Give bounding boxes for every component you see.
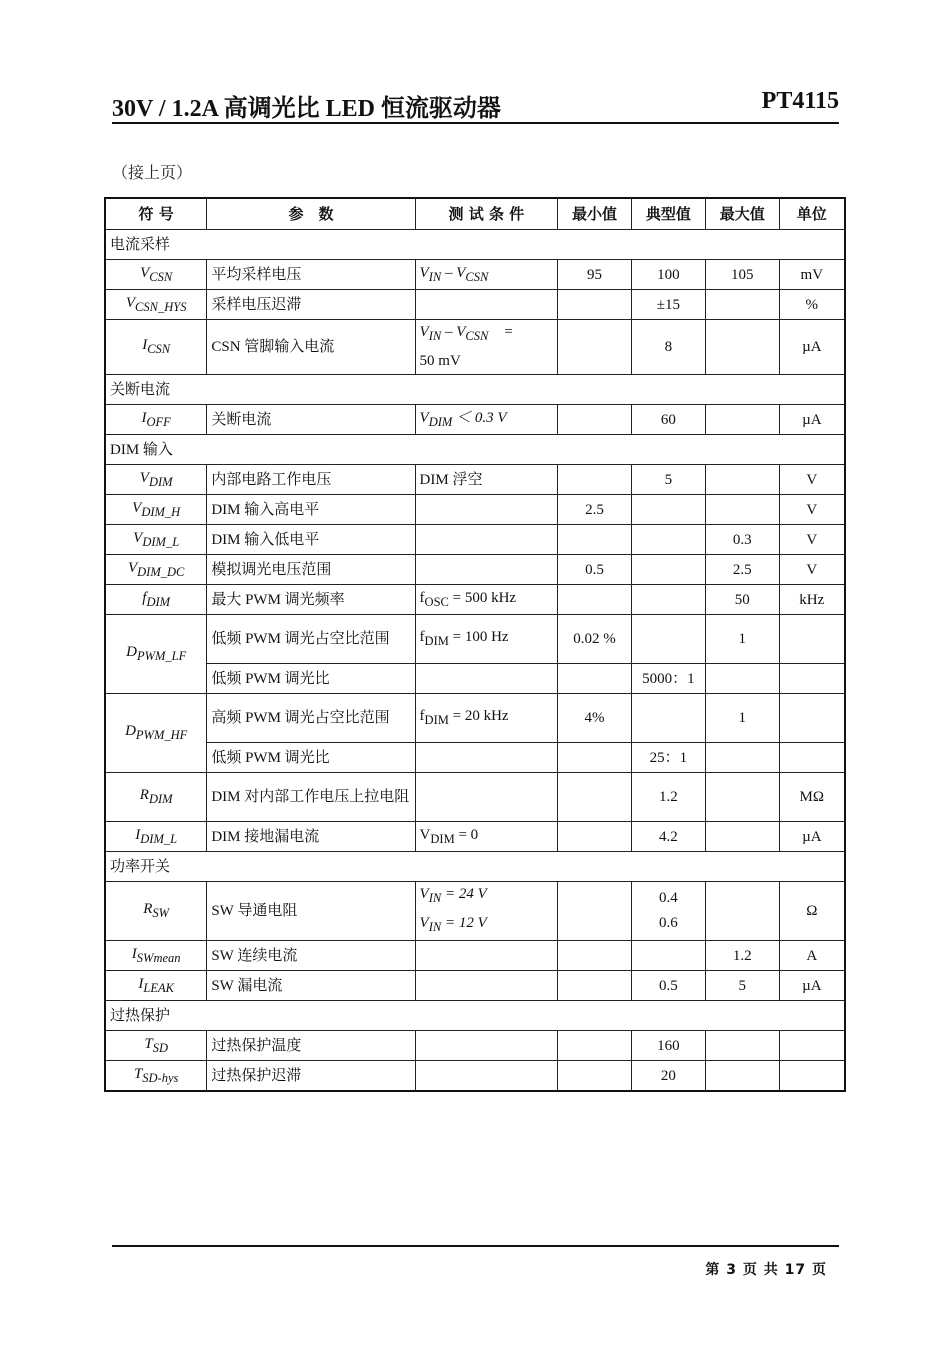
symbol-cell: $V_{DIM\_L}$ [105,525,207,555]
max-cell [705,664,779,694]
max-cell [705,882,779,941]
table-row [105,773,845,822]
max-cell: 1 [705,694,779,743]
header-max: 最大值 [705,198,779,230]
unit-cell [779,743,845,773]
unit-cell: V [779,465,845,495]
typ-cell: 1.2 [631,773,705,822]
condition-cell [415,290,558,320]
continued-note: （接上页） [112,165,193,182]
unit-cell: kHz [779,585,845,615]
typ-cell [631,585,705,615]
typ-cell: 5000：1 [631,664,705,694]
condition-cell [415,320,558,375]
section-title: 电流采样 [105,230,845,260]
condition-cell [415,971,558,1001]
unit-cell: Ω [779,882,845,941]
typ-cell [631,941,705,971]
parameter-cell: 低频 PWM 调光比 [207,743,415,773]
condition-cell [415,743,558,773]
page-number: 第 3 页 共 17 页 [705,1262,827,1278]
min-cell [558,320,632,375]
symbol-cell: $V_{CSN\_HYS}$ [105,290,207,320]
unit-cell: mV [779,260,845,290]
max-cell: 0.3 [705,525,779,555]
typ-cell: 100 [631,260,705,290]
section-row [105,1001,845,1031]
table-row [105,694,845,743]
max-cell: 1 [705,615,779,664]
min-cell [558,1031,632,1061]
condition-cell [415,495,558,525]
condition-cell: DIM 浮空 [415,465,558,495]
condition-cell: $V_{IN} - V_{CSN}$ [415,260,558,290]
parameter-cell: DIM 对内部工作电压上拉电阻 [207,773,415,822]
unit-cell [779,615,845,664]
parameter-cell: 平均采样电压 [207,260,415,290]
min-cell [558,743,632,773]
table-row [105,290,845,320]
parameter-cell: SW 漏电流 [207,971,415,1001]
parameter-cell: DIM 接地漏电流 [207,822,415,852]
header-typ: 典型值 [631,198,705,230]
unit-cell: V [779,525,845,555]
symbol-cell: $f_{DIM}$ [105,585,207,615]
header-unit: 单位 [779,198,845,230]
condition-line: $V_{IN} - V_{CSN}$ = [419,324,514,343]
symbol-cell: $R_{DIM}$ [105,773,207,822]
min-cell: 4% [558,694,632,743]
min-cell [558,465,632,495]
unit-cell: µA [779,405,845,435]
table-row [105,1031,845,1061]
parameter-cell: 过热保护迟滞 [207,1061,415,1092]
typ-cell: 25：1 [631,743,705,773]
section-row [105,375,845,405]
typ-cell: ±15 [631,290,705,320]
header-parameter: 参 数 [207,198,415,230]
condition-cell [415,882,558,941]
symbol-cell: $I_{LEAK}$ [105,971,207,1001]
typ-cell [631,694,705,743]
max-cell: 50 [705,585,779,615]
symbol-cell: $T_{SD-hys}$ [105,1061,207,1092]
typ-cell [631,882,705,941]
unit-cell [779,1031,845,1061]
table-row [105,941,845,971]
max-cell [705,822,779,852]
min-cell: 95 [558,260,632,290]
typ-line: 0.4 [659,890,678,906]
parameter-cell: DIM 输入高电平 [207,495,415,525]
condition-cell: $f_{DIM} = 20$ kHz [415,694,558,743]
section-title: 功率开关 [105,852,845,882]
table-row [105,882,845,941]
symbol-cell: $D_{PWM\_HF}$ [105,694,207,773]
symbol-cell: $V_{DIM}$ [105,465,207,495]
table-row [105,743,845,773]
min-cell [558,290,632,320]
table-row [105,525,845,555]
typ-cell: 8 [631,320,705,375]
header-symbol: 符 号 [105,198,207,230]
typ-cell [631,525,705,555]
condition-cell [415,773,558,822]
symbol-cell: $T_{SD}$ [105,1031,207,1061]
unit-cell: % [779,290,845,320]
max-cell: 105 [705,260,779,290]
typ-cell [631,555,705,585]
max-cell [705,495,779,525]
condition-cell: $V_{DIM} = 0$ [415,822,558,852]
table-row [105,260,845,290]
max-cell [705,1061,779,1092]
section-title: DIM 输入 [105,435,845,465]
max-cell [705,743,779,773]
table-row [105,555,845,585]
condition-cell: $V_{DIM} < 0.3$ V [415,405,558,435]
condition-cell [415,941,558,971]
unit-cell: MΩ [779,773,845,822]
condition-cell: $f_{DIM} = 100$ Hz [415,615,558,664]
unit-cell: V [779,495,845,525]
condition-cell: $f_{OSC} = 500$ kHz [415,585,558,615]
symbol-cell: $V_{CSN}$ [105,260,207,290]
min-cell [558,941,632,971]
table-row [105,822,845,852]
section-title: 关断电流 [105,375,845,405]
condition-line: $V_{IN} = 12$ V [419,915,487,934]
typ-cell: 160 [631,1031,705,1061]
max-cell [705,290,779,320]
min-cell: 2.5 [558,495,632,525]
condition-line: 50 mV [419,353,461,369]
min-cell: 0.5 [558,555,632,585]
parameter-cell: 采样电压迟滞 [207,290,415,320]
typ-cell: 5 [631,465,705,495]
condition-cell [415,664,558,694]
table-row [105,320,845,375]
symbol-cell: $I_{SWmean}$ [105,941,207,971]
table-row [105,465,845,495]
unit-cell [779,1061,845,1092]
symbol-cell: $V_{DIM\_H}$ [105,495,207,525]
max-cell [705,405,779,435]
header-condition: 测 试 条 件 [415,198,558,230]
typ-line: 0.6 [659,915,678,931]
max-cell [705,1031,779,1061]
header-min: 最小值 [558,198,632,230]
parameter-cell: 低频 PWM 调光占空比范围 [207,615,415,664]
symbol-cell: $I_{DIM\_L}$ [105,822,207,852]
section-title: 过热保护 [105,1001,845,1031]
symbol-cell: $I_{CSN}$ [105,320,207,375]
electrical-characteristics-table [104,197,846,1092]
parameter-cell: 最大 PWM 调光频率 [207,585,415,615]
min-cell [558,405,632,435]
parameter-cell: 高频 PWM 调光占空比范围 [207,694,415,743]
condition-cell [415,1031,558,1061]
table-row [105,971,845,1001]
table-row [105,495,845,525]
min-cell [558,525,632,555]
unit-cell: V [779,555,845,585]
table-row [105,664,845,694]
table-header-row [105,198,845,230]
min-cell [558,822,632,852]
symbol-cell: $R_{SW}$ [105,882,207,941]
min-cell [558,664,632,694]
unit-cell: µA [779,822,845,852]
parameter-cell: 低频 PWM 调光比 [207,664,415,694]
parameter-cell: SW 连续电流 [207,941,415,971]
symbol-cell: $D_{PWM\_LF}$ [105,615,207,694]
typ-cell: 20 [631,1061,705,1092]
condition-line: $V_{IN} = 24$ V [419,886,487,905]
max-cell: 2.5 [705,555,779,585]
parameter-cell: CSN 管脚输入电流 [207,320,415,375]
min-cell [558,1061,632,1092]
parameter-cell: 关断电流 [207,405,415,435]
condition-cell [415,1061,558,1092]
table-row [105,615,845,664]
parameter-cell: SW 导通电阻 [207,882,415,941]
unit-cell: µA [779,320,845,375]
parameter-cell: 内部电路工作电压 [207,465,415,495]
max-cell [705,320,779,375]
min-cell [558,585,632,615]
parameter-cell: 模拟调光电压范围 [207,555,415,585]
min-cell: 0.02 % [558,615,632,664]
unit-cell [779,664,845,694]
condition-cell [415,555,558,585]
max-cell: 5 [705,971,779,1001]
unit-cell: A [779,941,845,971]
min-cell [558,773,632,822]
table-row [105,585,845,615]
max-cell [705,773,779,822]
symbol-cell: $V_{DIM\_DC}$ [105,555,207,585]
max-cell [705,465,779,495]
section-row [105,852,845,882]
condition-cell [415,525,558,555]
unit-cell: µA [779,971,845,1001]
page-footer [112,1245,839,1278]
document-title: 30V / 1.2A 高调光比 LED 恒流驱动器 [112,96,501,122]
typ-cell [631,615,705,664]
section-row [105,435,845,465]
page-header [112,86,839,124]
parameter-cell: 过热保护温度 [207,1031,415,1061]
parameter-cell: DIM 输入低电平 [207,525,415,555]
max-cell: 1.2 [705,941,779,971]
unit-cell [779,694,845,743]
typ-cell [631,495,705,525]
table-row [105,1061,845,1092]
part-number: PT4115 [761,88,839,114]
min-cell [558,971,632,1001]
table-row [105,405,845,435]
typ-cell: 60 [631,405,705,435]
section-row [105,230,845,260]
min-cell [558,882,632,941]
symbol-cell: $I_{OFF}$ [105,405,207,435]
typ-cell: 0.5 [631,971,705,1001]
typ-cell: 4.2 [631,822,705,852]
